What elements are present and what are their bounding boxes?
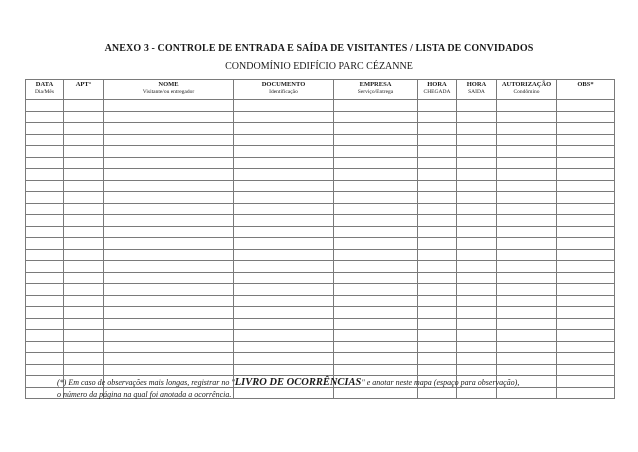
table-cell	[26, 261, 64, 273]
table-cell	[418, 330, 457, 342]
table-cell	[557, 318, 615, 330]
table-cell	[497, 203, 557, 215]
table-cell	[26, 249, 64, 261]
table-cell	[104, 284, 234, 296]
table-cell	[334, 157, 418, 169]
column-label: DOCUMENTO	[261, 81, 306, 88]
table-cell	[64, 238, 104, 250]
column-sublabel: Serviço/Entrega	[357, 89, 394, 95]
table-cell	[557, 376, 615, 388]
column-sublabel: Visitante/ou entregador	[142, 89, 195, 95]
table-cell	[457, 330, 497, 342]
table-cell	[457, 295, 497, 307]
table-row	[26, 284, 615, 296]
table-cell	[497, 134, 557, 146]
column-label: HORA	[466, 81, 487, 88]
table-cell	[418, 364, 457, 376]
table-row	[26, 192, 615, 204]
table-row	[26, 100, 615, 112]
table-cell	[104, 192, 234, 204]
table-cell	[64, 146, 104, 158]
table-cell	[334, 261, 418, 273]
table-cell	[457, 238, 497, 250]
table-row	[26, 249, 615, 261]
table-cell	[557, 364, 615, 376]
column-label: HORA	[427, 81, 447, 88]
footnote	[57, 377, 519, 401]
table-cell	[64, 353, 104, 365]
table-cell	[418, 261, 457, 273]
table-cell	[418, 318, 457, 330]
table-cell	[234, 284, 334, 296]
table-cell	[557, 169, 615, 181]
table-cell	[334, 249, 418, 261]
table-cell	[557, 249, 615, 261]
column-header-obs	[557, 80, 615, 100]
table-cell	[104, 203, 234, 215]
column-label: APT°	[75, 81, 92, 88]
table-cell	[26, 100, 64, 112]
table-row	[26, 123, 615, 135]
table-cell	[26, 341, 64, 353]
table-cell	[234, 180, 334, 192]
table-cell	[418, 134, 457, 146]
table-row	[26, 134, 615, 146]
table-cell	[457, 123, 497, 135]
table-cell	[26, 226, 64, 238]
column-sublabel: Identificação	[269, 89, 298, 95]
table-cell	[497, 318, 557, 330]
table-cell	[418, 215, 457, 227]
table-cell	[104, 157, 234, 169]
table-cell	[418, 146, 457, 158]
table-cell	[418, 238, 457, 250]
table-cell	[104, 169, 234, 181]
table-cell	[64, 100, 104, 112]
table-cell	[104, 100, 234, 112]
table-cell	[26, 123, 64, 135]
table-cell	[64, 180, 104, 192]
table-cell	[234, 353, 334, 365]
table-cell	[418, 272, 457, 284]
table-cell	[104, 307, 234, 319]
table-cell	[457, 169, 497, 181]
table-cell	[104, 272, 234, 284]
table-cell	[64, 318, 104, 330]
table-cell	[234, 330, 334, 342]
column-header-apt	[64, 80, 104, 100]
table-cell	[557, 134, 615, 146]
table-cell	[234, 261, 334, 273]
table-cell	[334, 134, 418, 146]
table-cell	[104, 295, 234, 307]
table-cell	[64, 330, 104, 342]
table-cell	[497, 307, 557, 319]
table-cell	[557, 123, 615, 135]
table-cell	[497, 295, 557, 307]
table-cell	[64, 261, 104, 273]
table-cell	[497, 272, 557, 284]
column-header-documento	[234, 80, 334, 100]
table-cell	[26, 238, 64, 250]
table-cell	[334, 203, 418, 215]
table-cell	[64, 295, 104, 307]
table-cell	[497, 226, 557, 238]
table-cell	[104, 261, 234, 273]
table-cell	[26, 215, 64, 227]
table-row	[26, 215, 615, 227]
table-cell	[557, 192, 615, 204]
table-cell	[64, 123, 104, 135]
table-cell	[234, 169, 334, 181]
table-row	[26, 341, 615, 353]
table-cell	[234, 123, 334, 135]
table-cell	[26, 307, 64, 319]
table-row	[26, 226, 615, 238]
table-cell	[457, 157, 497, 169]
table-cell	[557, 284, 615, 296]
table-cell	[334, 169, 418, 181]
column-header-hora-saida	[457, 80, 497, 100]
table-cell	[64, 272, 104, 284]
table-cell	[104, 318, 234, 330]
table-cell	[418, 180, 457, 192]
table-cell	[457, 180, 497, 192]
table-cell	[418, 341, 457, 353]
table-cell	[334, 215, 418, 227]
table-cell	[104, 353, 234, 365]
table-cell	[334, 180, 418, 192]
column-sublabel: Condômino	[513, 89, 540, 95]
table-cell	[64, 157, 104, 169]
table-cell	[497, 238, 557, 250]
footnote-emphasis: LIVRO DE OCORRÊNCIAS	[234, 377, 362, 388]
table-cell	[234, 238, 334, 250]
table-cell	[26, 203, 64, 215]
table-cell	[334, 341, 418, 353]
table-cell	[334, 123, 418, 135]
table-cell	[418, 295, 457, 307]
table-cell	[104, 249, 234, 261]
column-label: OBS*	[577, 81, 594, 88]
table-cell	[334, 272, 418, 284]
footnote-line-2: o número da página na qual foi anotada a ocorrência.	[57, 390, 232, 399]
table-cell	[234, 364, 334, 376]
table-cell	[104, 111, 234, 123]
table-cell	[234, 100, 334, 112]
table-cell	[457, 134, 497, 146]
table-cell	[457, 261, 497, 273]
table-cell	[497, 341, 557, 353]
table-cell	[334, 238, 418, 250]
table-cell	[234, 226, 334, 238]
column-header-data	[26, 80, 64, 100]
table-cell	[457, 203, 497, 215]
table-cell	[26, 180, 64, 192]
table-cell	[64, 134, 104, 146]
table-cell	[457, 284, 497, 296]
table-cell	[334, 353, 418, 365]
table-cell	[497, 146, 557, 158]
footnote-line-1	[57, 377, 519, 389]
table-cell	[64, 364, 104, 376]
table-cell	[26, 330, 64, 342]
table-cell	[418, 226, 457, 238]
table-cell	[26, 318, 64, 330]
table-cell	[104, 238, 234, 250]
table-cell	[418, 353, 457, 365]
table-row	[26, 203, 615, 215]
column-sublabel: Dia/Mês	[35, 89, 54, 95]
table-cell	[557, 353, 615, 365]
table-cell	[457, 318, 497, 330]
table-cell	[418, 111, 457, 123]
table-cell	[457, 307, 497, 319]
column-header-hora-chegada	[418, 80, 457, 100]
table-cell	[234, 215, 334, 227]
table-cell	[457, 249, 497, 261]
table-cell	[457, 146, 497, 158]
table-cell	[334, 330, 418, 342]
column-label: EMPRESA	[359, 81, 392, 88]
column-label: NOME	[158, 81, 179, 88]
table-cell	[64, 215, 104, 227]
column-label: DATA	[35, 81, 54, 88]
table-cell	[334, 364, 418, 376]
table-cell	[497, 157, 557, 169]
table-cell	[104, 134, 234, 146]
table-row	[26, 238, 615, 250]
table-cell	[418, 203, 457, 215]
table-cell	[497, 123, 557, 135]
table-cell	[418, 123, 457, 135]
table-cell	[104, 364, 234, 376]
table-cell	[557, 307, 615, 319]
table-cell	[26, 134, 64, 146]
column-header-nome	[104, 80, 234, 100]
table-cell	[26, 169, 64, 181]
table-cell	[457, 272, 497, 284]
table-cell	[234, 307, 334, 319]
table-row	[26, 111, 615, 123]
table-cell	[26, 295, 64, 307]
table-cell	[557, 261, 615, 273]
table-row	[26, 307, 615, 319]
table-cell	[457, 215, 497, 227]
column-sublabel: CHEGADA	[423, 89, 451, 95]
footnote-text: " e anotar neste mapa (espaço para observação),	[361, 378, 520, 387]
table-cell	[104, 341, 234, 353]
table-cell	[64, 284, 104, 296]
table-cell	[334, 295, 418, 307]
table-cell	[26, 364, 64, 376]
table-cell	[26, 192, 64, 204]
table-cell	[557, 203, 615, 215]
table-cell	[234, 341, 334, 353]
table-cell	[234, 134, 334, 146]
table-cell	[234, 318, 334, 330]
table-cell	[497, 330, 557, 342]
table-row	[26, 295, 615, 307]
table-cell	[497, 100, 557, 112]
table-row	[26, 364, 615, 376]
table-cell	[497, 192, 557, 204]
table-cell	[457, 111, 497, 123]
table-cell	[104, 146, 234, 158]
table-cell	[334, 226, 418, 238]
table-cell	[64, 341, 104, 353]
table-cell	[234, 146, 334, 158]
table-cell	[104, 226, 234, 238]
table-cell	[418, 169, 457, 181]
table-cell	[234, 249, 334, 261]
table-cell	[557, 330, 615, 342]
header-row	[26, 80, 615, 100]
table-cell	[457, 341, 497, 353]
table-cell	[497, 364, 557, 376]
table-cell	[334, 192, 418, 204]
table-cell	[26, 111, 64, 123]
table-row	[26, 261, 615, 273]
table-cell	[334, 318, 418, 330]
column-header-empresa	[334, 80, 418, 100]
document-title: ANEXO 3 - CONTROLE DE ENTRADA E SAÍDA DE VISITANTES / LISTA DE CONVIDADOS	[104, 43, 534, 54]
table-cell	[334, 307, 418, 319]
table-cell	[104, 123, 234, 135]
table-cell	[334, 284, 418, 296]
table-cell	[234, 192, 334, 204]
table-cell	[64, 249, 104, 261]
table-cell	[418, 249, 457, 261]
table-cell	[26, 284, 64, 296]
table-cell	[557, 238, 615, 250]
table-cell	[457, 364, 497, 376]
table-cell	[497, 353, 557, 365]
table-row	[26, 180, 615, 192]
table-cell	[557, 146, 615, 158]
table-cell	[64, 203, 104, 215]
table-cell	[234, 295, 334, 307]
table-cell	[557, 215, 615, 227]
table-cell	[557, 157, 615, 169]
table-cell	[497, 169, 557, 181]
table-cell	[104, 330, 234, 342]
table-row	[26, 169, 615, 181]
table-cell	[418, 192, 457, 204]
table-cell	[418, 307, 457, 319]
table-cell	[418, 284, 457, 296]
table-cell	[557, 295, 615, 307]
table-cell	[418, 100, 457, 112]
table-cell	[334, 100, 418, 112]
table-cell	[64, 192, 104, 204]
table-cell	[557, 341, 615, 353]
table-row	[26, 272, 615, 284]
table-cell	[497, 284, 557, 296]
table-cell	[497, 111, 557, 123]
table-cell	[26, 157, 64, 169]
table-cell	[497, 249, 557, 261]
table-cell	[234, 203, 334, 215]
table-cell	[457, 353, 497, 365]
table-cell	[334, 111, 418, 123]
table-cell	[104, 215, 234, 227]
document-subtitle: CONDOMÍNIO EDIFÍCIO PARC CÉZANNE	[225, 61, 413, 72]
table-cell	[64, 111, 104, 123]
log-body	[26, 100, 615, 399]
table-row	[26, 146, 615, 158]
table-cell	[64, 307, 104, 319]
table-cell	[557, 226, 615, 238]
table-cell	[26, 146, 64, 158]
table-cell	[234, 111, 334, 123]
table-row	[26, 157, 615, 169]
table-cell	[457, 100, 497, 112]
table-row	[26, 353, 615, 365]
table-cell	[497, 261, 557, 273]
table-cell	[497, 180, 557, 192]
column-header-autorizacao	[497, 80, 557, 100]
column-label: AUTORIZAÇÃO	[501, 81, 552, 88]
table-cell	[557, 387, 615, 399]
table-cell	[457, 192, 497, 204]
table-cell	[26, 272, 64, 284]
table-cell	[64, 226, 104, 238]
table-row	[26, 318, 615, 330]
table-row	[26, 330, 615, 342]
table-cell	[497, 215, 557, 227]
table-cell	[557, 111, 615, 123]
table-cell	[64, 169, 104, 181]
table-cell	[457, 226, 497, 238]
table-cell	[557, 180, 615, 192]
table-cell	[418, 157, 457, 169]
table-cell	[234, 272, 334, 284]
table-cell	[557, 100, 615, 112]
table-cell	[234, 157, 334, 169]
table-cell	[26, 353, 64, 365]
column-sublabel: SAÍDA	[468, 89, 485, 95]
table-cell	[334, 146, 418, 158]
table-cell	[557, 272, 615, 284]
footnote-text: (*) Em caso de observações mais longas, registrar no "	[57, 378, 235, 387]
visitor-log-table	[25, 79, 615, 399]
table-cell	[104, 180, 234, 192]
